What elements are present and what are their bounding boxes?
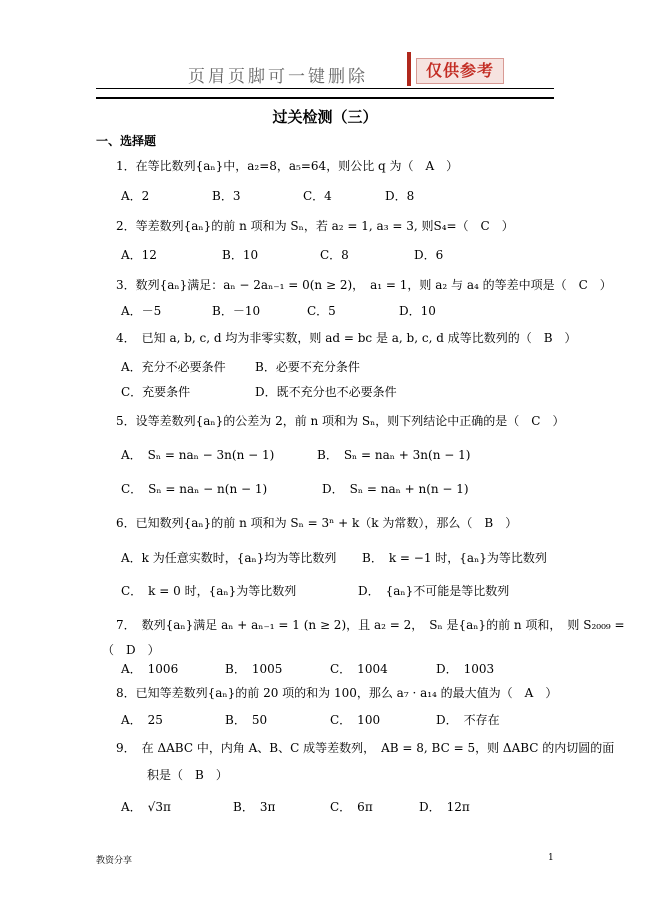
question-1-stem: 1．在等比数列{aₙ}中，a₂=8，a₅=64，则公比 q 为（ A ） — [116, 159, 459, 173]
question-5-option-b: B． Sₙ = naₙ + 3n(n − 1) — [317, 448, 471, 462]
question-7-answer-line: （ D ） — [102, 643, 160, 657]
question-7-option-c: C． 1004 — [330, 662, 388, 676]
header-watermark-text: 页眉页脚可一键删除 — [188, 67, 368, 87]
question-2-option-b: B．10 — [222, 248, 259, 262]
question-9-option-a: A． √3π — [121, 800, 171, 814]
question-9-option-c: C． 6π — [330, 800, 373, 814]
question-8-option-a: A． 25 — [121, 713, 163, 727]
question-7-option-d: D． 1003 — [436, 662, 495, 676]
question-6-option-d: D． {aₙ}不可能是等比数列 — [358, 584, 510, 598]
question-3-option-a: A．－5 — [121, 304, 162, 318]
question-2-stem: 2．等差数列{aₙ}的前 n 项和为 Sₙ，若 a₂ = 1, a₃ = 3, 则S₄=（ C ） — [116, 219, 514, 233]
question-8-stem: 8．已知等差数列{aₙ}的前 20 项的和为 100，那么 a₇ · a₁₄ 的最大值为（ A ） — [116, 686, 558, 700]
question-1-option-c: C．4 — [303, 189, 332, 203]
reference-only-stamp: 仅供参考 — [416, 58, 504, 84]
question-2-option-c: C．8 — [320, 248, 349, 262]
question-4-option-a: A．充分不必要条件 — [121, 360, 226, 374]
question-7-option-a: A． 1006 — [121, 662, 179, 676]
question-6-option-b: B． k = −1 时，{aₙ}为等比数列 — [362, 551, 547, 565]
question-9-stem-continued: 积是（ B ） — [147, 768, 228, 782]
question-5-option-d: D． Sₙ = naₙ + n(n − 1) — [322, 482, 469, 496]
question-8-option-d: D． 不存在 — [436, 713, 500, 727]
header-rule-top — [96, 88, 554, 89]
question-2-option-a: A．12 — [121, 248, 157, 262]
question-9-option-d: D． 12π — [419, 800, 470, 814]
question-4-stem: 4． 已知 a, b, c, d 均为非零实数，则 ad = bc 是 a, b, c, d 成等比数列的（ B ） — [116, 331, 577, 345]
question-5-option-a: A． Sₙ = naₙ − 3n(n − 1) — [121, 448, 275, 462]
question-5-stem: 5．设等差数列{aₙ}的公差为 2，前 n 项和为 Sₙ，则下列结论中正确的是（ C ） — [116, 414, 565, 428]
question-1-option-b: B．3 — [212, 189, 241, 203]
question-6-option-c: C． k = 0 时，{aₙ}为等比数列 — [121, 584, 297, 598]
question-4-option-c: C．充要条件 — [121, 385, 191, 399]
question-8-option-c: C． 100 — [330, 713, 381, 727]
question-8-option-b: B． 50 — [225, 713, 268, 727]
header-divider-bar — [407, 52, 411, 86]
question-9-stem: 9． 在 ΔABC 中，内角 A、B、C 成等差数列， AB = 8, BC = 5，则 ΔABC 的内切圆的面 — [116, 741, 615, 755]
question-7-stem: 7． 数列{aₙ}满足 aₙ + aₙ₋₁ = 1 (n ≥ 2)，且 a₂ = 2， Sₙ 是{aₙ}的前 n 项和， 则 S₂₀₀₉ = — [116, 618, 625, 632]
section-heading: 一、选择题 — [96, 134, 157, 148]
question-3-stem: 3．数列{aₙ}满足：aₙ − 2aₙ₋₁ = 0(n ≥ 2)， a₁ = 1，则 a₂ 与 a₄ 的等差中项是（ C ） — [116, 278, 612, 292]
question-6-stem: 6．已知数列{aₙ}的前 n 项和为 Sₙ = 3ⁿ + k（k 为常数），那么（ B ） — [116, 516, 518, 530]
page-title: 过关检测（三） — [272, 108, 378, 126]
question-1-option-d: D．8 — [385, 189, 415, 203]
question-1-option-a: A．2 — [121, 189, 150, 203]
question-3-option-c: C．5 — [307, 304, 336, 318]
header-rule-bottom — [96, 97, 554, 99]
question-3-option-d: D．10 — [399, 304, 436, 318]
question-2-option-d: D．6 — [414, 248, 444, 262]
question-4-option-b: B．必要不充分条件 — [255, 360, 360, 374]
question-6-option-a: A．k 为任意实数时，{aₙ}均为等比数列 — [121, 551, 337, 565]
question-7-option-b: B． 1005 — [225, 662, 283, 676]
question-5-option-c: C． Sₙ = naₙ − n(n − 1) — [121, 482, 268, 496]
question-3-option-b: B．－10 — [212, 304, 261, 318]
footer-page-number: 1 — [548, 853, 554, 863]
question-9-option-b: B． 3π — [233, 800, 276, 814]
question-4-option-d: D．既不充分也不必要条件 — [255, 385, 397, 399]
footer-source-text: 教资分享 — [96, 856, 133, 866]
